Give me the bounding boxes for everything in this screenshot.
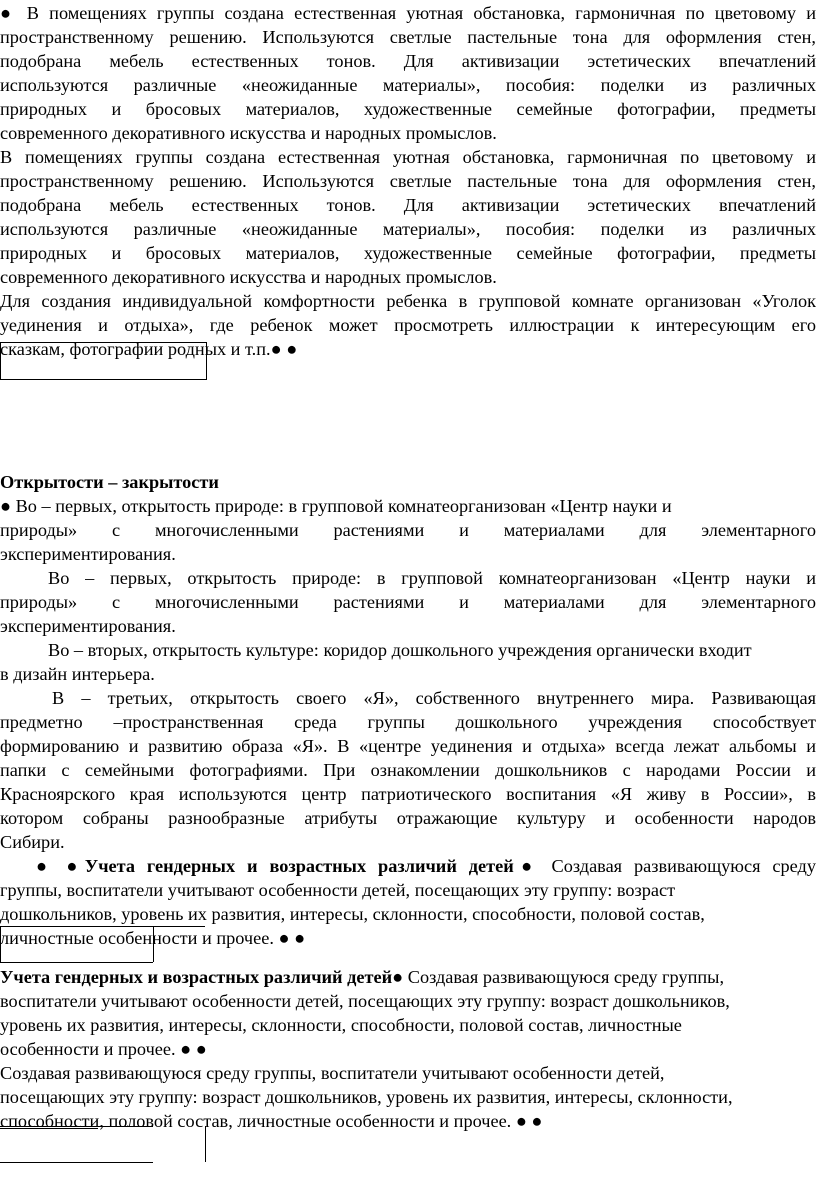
bullet-pair: ● ● bbox=[36, 856, 85, 876]
paragraph-6-line-2: в дизайн интерьера. bbox=[0, 664, 155, 684]
frame-3-bottom bbox=[0, 1162, 153, 1163]
paragraph-1-line-3: подобрана мебель естественных тонов. Для активизации эстетических впечатлений bbox=[0, 51, 816, 71]
gender-paragraph-2-line-3: уровень их развития, интересы, склонности, способности, половой состав, личностные bbox=[0, 1015, 682, 1035]
gender-paragraph-1-line-4: личностные особенности и прочее. ● ● bbox=[0, 928, 306, 948]
underlined-word: способности, bbox=[0, 1111, 104, 1131]
frame-2-divider bbox=[153, 926, 154, 962]
paragraph-4-line-3: экспериментирования. bbox=[0, 544, 176, 564]
paragraph-7-line-1: В – третьих, открытость своего «Я», собственного внутреннего мира. Развивающая bbox=[52, 688, 816, 708]
paragraph-2-line-5: природных и бросовых материалов, художественные семейные фотографии, предметы bbox=[0, 243, 816, 263]
paragraph-5-line-1: Во – первых, открытость природе: в групповой комнатеорганизован «Центр науки и bbox=[48, 568, 816, 588]
frame-3-right bbox=[205, 1126, 206, 1162]
gender-paragraph-3-line-3 bbox=[0, 1110, 816, 1133]
paragraph-2-line-2: пространственному решению. Используются светлые пастельные тона для оформления стен, bbox=[0, 171, 816, 191]
paragraph-6-line-1: Во – вторых, открытость культуре: коридор дошкольного учреждения органически входит bbox=[48, 640, 752, 660]
paragraph-7-line-7: Сибири. bbox=[0, 832, 65, 852]
gender-paragraph-1-line-3: дошкольников, уровень их развития, интересы, склонности, способности, половой состав, bbox=[0, 904, 705, 924]
gender-heading-2: Учета гендерных и возрастных различий детей bbox=[0, 967, 393, 987]
empty-frame-1 bbox=[0, 342, 207, 380]
gender-paragraph-2-line-1 bbox=[0, 966, 816, 989]
paragraph-4-line-1: ● Во – первых, открытость природе: в групповой комнатеорганизован «Центр науки и bbox=[0, 496, 672, 516]
gender-paragraph-1-line-1 bbox=[36, 855, 816, 878]
frame-2-bottom bbox=[0, 962, 153, 963]
frame-2-top bbox=[0, 926, 205, 927]
paragraph-7-line-4: папки с семейными фотографиями. При ознакомлении дошкольников с народами России и bbox=[0, 760, 816, 780]
gender-heading-1: Учета гендерных и возрастных различий детей bbox=[84, 856, 514, 876]
last-line-text: половой состав, личностные особенности и прочее. ● ● bbox=[103, 1111, 543, 1131]
frame-2-left bbox=[0, 926, 1, 962]
section-heading: Открытости – закрытости bbox=[0, 472, 219, 492]
paragraph-1-line-5: природных и бросовых материалов, художественные семейные фотографии, предметы bbox=[0, 99, 816, 119]
paragraph-3-line-1: Для создания индивидуальной комфортности ребенка в групповой комнате организован «Уголок bbox=[0, 291, 816, 311]
gender-paragraph-3-line-1: Создавая развивающуюся среду группы, воспитатели учитывают особенности детей, bbox=[0, 1063, 665, 1083]
paragraph-1-line-2: пространственному решению. Используются светлые пастельные тона для оформления стен, bbox=[0, 27, 816, 47]
frame-3-top bbox=[0, 1126, 153, 1127]
paragraph-5-line-2: природы» с многочисленными растениями и материалами для элементарного bbox=[0, 592, 816, 612]
gender-paragraph-1-line-2: группы, воспитатели учитывают особенности детей, посещающих эту группу: возраст bbox=[0, 880, 676, 900]
paragraph-2-line-1: В помещениях группы создана естественная уютная обстановка, гармоничная по цветовому и bbox=[0, 147, 816, 167]
paragraph-4-line-2: природы» с многочисленными растениями и материалами для элементарного bbox=[0, 520, 816, 540]
paragraph-2-line-6: современного декоративного искусства и народных промыслов. bbox=[0, 267, 497, 287]
bullet-dot: ● bbox=[392, 967, 404, 987]
gender-text-2: Создавая развивающуюся среду группы, bbox=[403, 967, 725, 987]
paragraph-5-line-3: экспериментирования. bbox=[0, 616, 176, 636]
paragraph-1-line-4: используются различные «неожиданные материалы», пособия: поделки из различных bbox=[0, 75, 816, 95]
paragraph-7-line-5: Красноярского края используются центр патриотического воспитания «Я живу в России», в bbox=[0, 784, 816, 804]
paragraph-7-line-3: формированию и развитию образа «Я». В «центре уединения и отдыха» всегда лежат альбомы и bbox=[0, 736, 816, 756]
gender-paragraph-2-line-4: особенности и прочее. ● ● bbox=[0, 1039, 207, 1059]
paragraph-1-line-6: современного декоративного искусства и народных промыслов. bbox=[0, 123, 497, 143]
paragraph-3-line-2: уединения и отдыха», где ребенок может просмотреть иллюстрации к интересующим его bbox=[0, 315, 816, 335]
gender-paragraph-3-line-2: посещающих эту группу: возраст дошкольников, уровень их развития, интересы, склонности, bbox=[0, 1087, 733, 1107]
paragraph-2-line-3: подобрана мебель естественных тонов. Для активизации эстетических впечатлений bbox=[0, 195, 816, 215]
paragraph-3-line-3: сказкам, фотографии родных и т.п.● ● bbox=[0, 339, 298, 359]
paragraph-1-line-1: ● В помещениях группы создана естественная уютная обстановка, гармоничная по цветовому и bbox=[0, 3, 816, 23]
paragraph-2-line-4: используются различные «неожиданные материалы», пособия: поделки из различных bbox=[0, 219, 816, 239]
paragraph-7-line-6: котором собраны разнообразные атрибуты отражающие культуру и особенности народов bbox=[0, 808, 816, 828]
bullet-dot: ● bbox=[513, 856, 540, 876]
gender-text-1: Создавая развивающуюся среду bbox=[539, 856, 816, 876]
gender-paragraph-2-line-2: воспитатели учитывают особенности детей, посещающих эту группу: возраст дошкольников, bbox=[0, 991, 730, 1011]
paragraph-7-line-2: предметно –пространственная среда группы дошкольного учреждения способствует bbox=[0, 712, 816, 732]
